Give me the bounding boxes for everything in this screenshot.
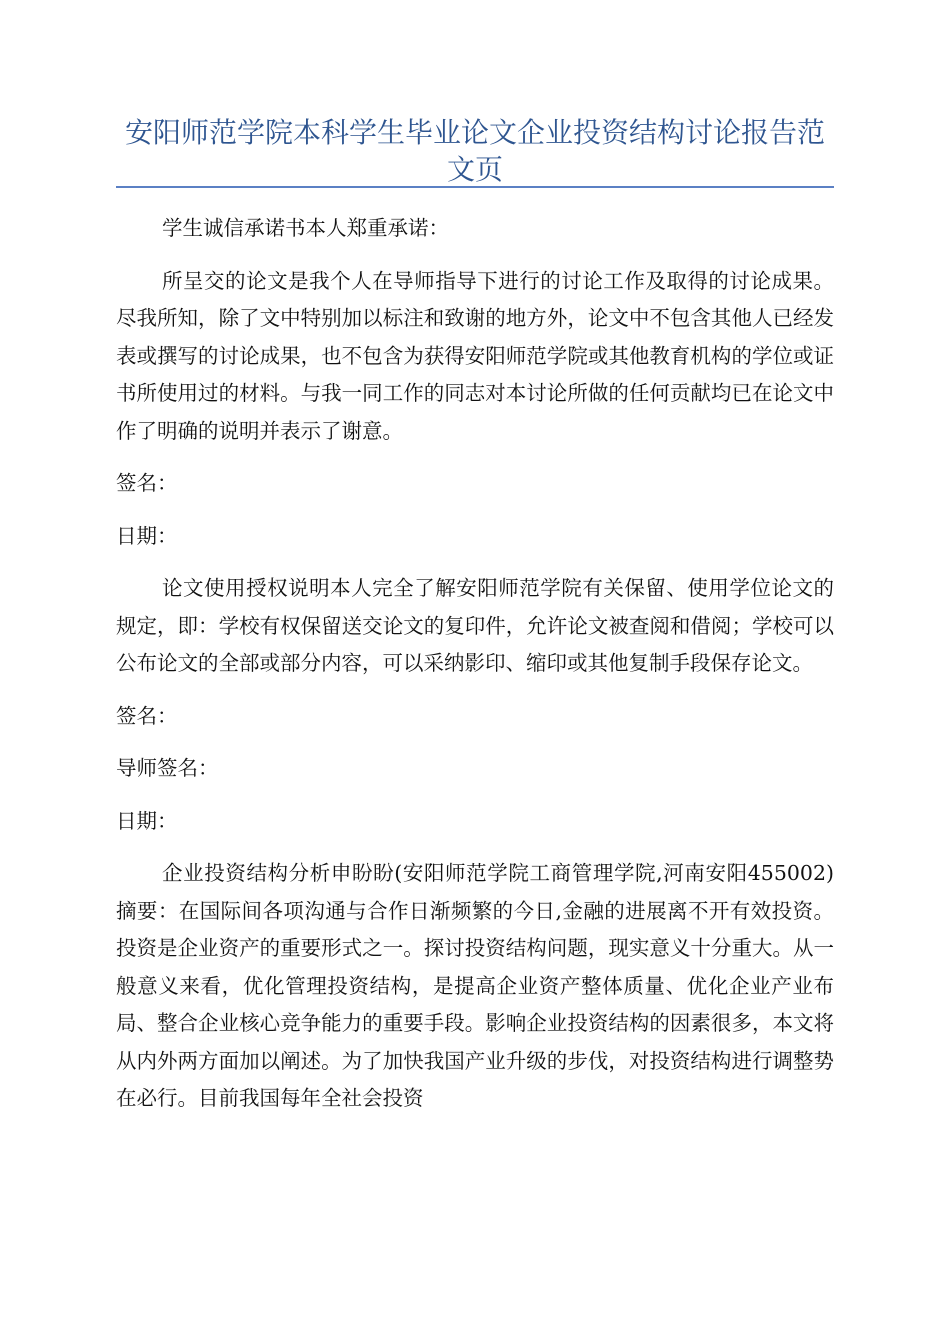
advisor-signature-label: 导师签名：	[116, 756, 219, 780]
date-label: 日期：	[116, 523, 178, 548]
document-title: 安阳师范学院本科学生毕业论文企业投资结构讨论报告范文页	[124, 116, 825, 186]
date-label-2: 日期：	[116, 808, 178, 833]
paragraph-pledge-heading: 学生诚信承诺书本人郑重承诺：	[162, 216, 449, 240]
signature-label-2: 签名：	[116, 703, 178, 728]
paragraph-abstract: 企业投资结构分析申盼盼(安阳师范学院工商管理学院,河南安阳455002)摘要：在国际间各项沟通与合作日渐频繁的今日,金融的进展离不开有效投资。投资是企业资产的重要形式之一。探讨投资结构问题，现实意义十分重大。从一般意义来看，优化管理投资结构，是提高企业资产整体质量、优化企业产业布局、整合企业核心竞争能力的重要手段。影响企业投资结构的因素很多，本文将从内外两方面加以阐述。为了加快我国产业升级的步伐，对投资结构进行调整势在必行。目前我国每年全社会投资	[116, 861, 834, 1110]
signature-label: 签名：	[116, 471, 178, 495]
document-body	[116, 210, 834, 1133]
paragraph-authorization: 论文使用授权说明本人完全了解安阳师范学院有关保留、使用学位论文的规定，即：学校有权保留送交论文的复印件，允许论文被查阅和借阅；学校可以公布论文的全部或部分内容，可以采纳影印、缩印或其他复制手段保存论文。	[116, 576, 834, 675]
title-underline	[116, 186, 834, 188]
paragraph-pledge-body: 所呈交的论文是我个人在导师指导下进行的讨论工作及取得的讨论成果。尽我所知，除了文中特别加以标注和致谢的地方外，论文中不包含其他人已经发表或撰写的讨论成果，也不包含为获得安阳师范学院或其他教育机构的学位或证书所使用过的材料。与我一同工作的同志对本讨论所做的任何贡献均已在论文中作了明确的说明并表示了谢意。	[116, 268, 834, 443]
